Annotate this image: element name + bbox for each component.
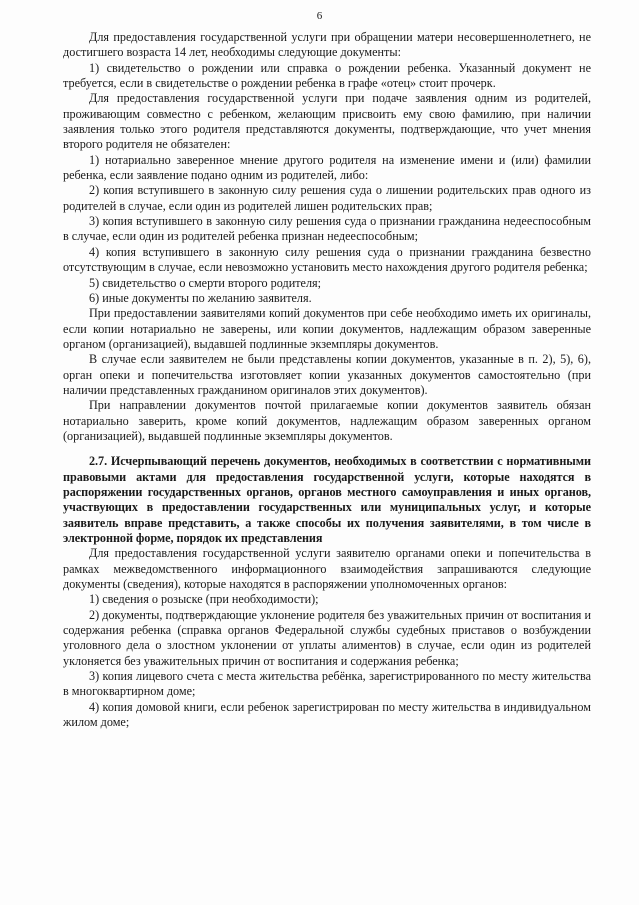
paragraph: Для предоставления государственной услуги при подаче заявления одним из родителей, проживающим совместно с ребенком, желающим присвоить ему свою фамилию, при наличии заявления только этого родителя представляются документы, подтверждающие, что учет мнения второго родителя не обязателен: (63, 91, 591, 152)
paragraph: 3) копия вступившего в законную силу решения суда о признании гражданина недееспособным в случае, если один из родителей ребенка признан недееспособным; (63, 214, 591, 244)
paragraph: 1) свидетельство о рождении или справка о рождении ребенка. Указанный документ не требуется, если в свидетельстве о рождении ребенка в графе «отец» стоит прочерк. (63, 60, 591, 91)
document-body (63, 30, 591, 730)
paragraph: При предоставлении заявителями копий документов при себе необходимо иметь их оригиналы, если копии нотариально не заверены, или копии документов, надлежащим образом заверенные органом (организацией), выдавшей подлинные экземпляры документов. (63, 306, 591, 351)
paragraph: 2) копия вступившего в законную силу решения суда о лишении родительских прав одного из родителей в случае, если один из родителей лишен родительских прав; (63, 183, 591, 213)
paragraph: 4) копия домовой книги, если ребенок зарегистрирован по месту жительства в индивидуальном жилом доме; (63, 699, 591, 730)
paragraph: В случае если заявителем не были представлены копии документов, указанные в п. 2), 5), 6), орган опеки и попечительства изготовляет копии указанных документов самостоятельно (при наличии представленных гражданином оригиналов этих документов). (63, 352, 591, 397)
paragraph: 1) сведения о розыске (при необходимости); (89, 592, 319, 607)
paragraph: 4) копия вступившего в законную силу решения суда о признании гражданина безвестно отсутствующим в случае, если невозможно установить место нахождения другого родителя ребенка; (63, 244, 591, 275)
paragraph: Для предоставления государственной услуги при обращении матери несовершеннолетнего, не достигшего возраста 14 лет, необходимы следующие документы: (63, 30, 591, 60)
paragraph: При направлении документов почтой прилагаемые копии документов заявитель обязан нотариально заверить, кроме копий документов, надлежащим образом заверенных органом (организацией), выдавшей подлинные экземпляры документов. (63, 398, 591, 443)
page-number: 6 (316, 10, 323, 22)
paragraph: 5) свидетельство о смерти второго родителя; (89, 275, 322, 290)
section-heading: 2.7. Исчерпывающий перечень документов, необходимых в соответствии с нормативными правовыми актами для предоставления государственной услуги, которые находятся в распоряжении государственных органов, органов местного самоуправления и иных органов, участвующих в предоставлении государственных или муниципальных услуг, и которые заявитель вправе представить, а также способы их получения заявителями, в том числе в электронной форме, порядок их представления (63, 454, 591, 545)
paragraph: Для предоставления государственной услуги заявителю органами опеки и попечительства в рамках межведомственного информационного взаимодействия запрашиваются следующие документы (сведения), которые находятся в распоряжении уполномоченных органов: (63, 546, 591, 592)
paragraph: 1) нотариально заверенное мнение другого родителя на изменение имени и (или) фамилии ребенка, если заявление подано одним из родителей, либо: (63, 152, 591, 183)
paragraph: 3) копия лицевого счета с места жительства ребёнка, зарегистрированного по месту жительства в многоквартирном доме; (63, 669, 591, 699)
paragraph: 2) документы, подтверждающие уклонение родителя без уважительных причин от воспитания и содержания ребенка (справка органов Федеральной службы судебных приставов о возбуждении уголовного дела о злостном уклонении от уплаты алиментов) в случае, если один из родителей уклоняется без уважительных причин от воспитания и содержания ребенка; (63, 607, 591, 668)
paragraph: 6) иные документы по желанию заявителя. (89, 290, 312, 305)
